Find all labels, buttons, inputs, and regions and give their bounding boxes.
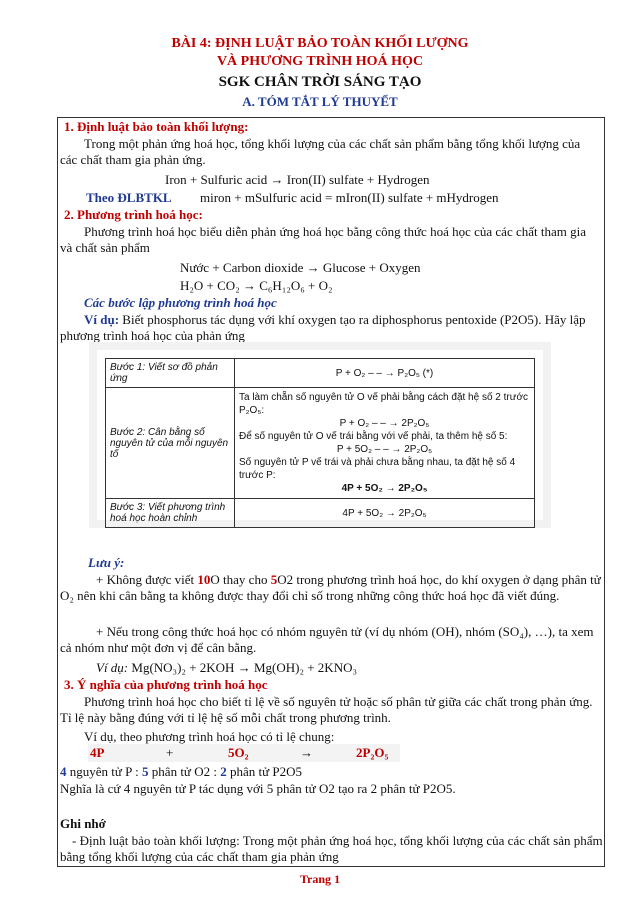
example-label: Ví dụ: [84,312,120,327]
step-2-line-6: 4P + 5O₂ → 2P₂O₅ [341,483,428,494]
ratio-text-2: phân tử O2 : [148,764,217,779]
ratio-text-1: nguyên tử P : [66,764,139,779]
step-3-row [106,499,535,528]
step-2-row [106,388,535,499]
steps-table [105,358,535,528]
remember-heading: Ghi nhớ [60,816,106,831]
step-2-content [235,388,535,499]
s3-text: Phương trình hoá học cho biết tỉ lệ về số nguyên tử hoặc số phân tử giữa các chất trong phản ứng. Tỉ lệ này bằng đúng với tỉ lệ hệ số mỗi chất trong phương trình. [60,694,593,725]
note-1-red-10: 10 [197,572,211,587]
ratio-plus: + [166,745,174,760]
s2-text: Phương trình hoá học biểu diễn phản ứng hoá học bằng công thức hoá học của các chất tham gia và chất sản phẩm [60,224,586,255]
ratio-2p2o5: 2P₂O₅ [356,745,389,760]
note-1-part-c: O2 trong phương trình hoá học, do khí oxygen ở dạng phân tử O₂ nên khi cân bằng ta không được thay đổi chỉ số trong những công thức hoá học đã viết đúng. [60,572,601,603]
s2-eq-formula: H₂O + CO₂ → C₆H₁₂O₆ + O₂ [180,278,333,293]
note-1-red-5: 5 [270,572,278,587]
step-3-label: Bước 3: Viết phương trình hoá học hoàn chỉnh [106,499,235,528]
step-1-content: P + O₂ – – → P₂O₅ (*) [235,359,535,388]
step-2-line-4: P + 5O₂ – – → 2P₂O₅ [336,444,433,455]
ratio-text-3: phân tử P2O5 [226,764,303,779]
example-paragraph [60,312,600,344]
steps-figure [97,350,543,524]
step-2-line-5: Số nguyên tử P vế trái và phải chưa bằng nhau, ta đặt hệ số 4 trước P: [239,457,516,481]
s2-eq-words: Nước + Carbon dioxide → Glucose + Oxygen [180,260,421,275]
note-1-part-a: + Không được viết [96,572,198,587]
step-3-content: 4P + 5O₂ → 2P₂O₅ [235,499,535,528]
step-2-line-1: Ta làm chẵn số nguyên tử O vế phải bằng cách đặt hệ số 2 trước P₂O₅: [239,392,528,416]
s1-heading: 1. Định luật bảo toàn khối lượng: [64,119,249,134]
note-2: + Nếu trong công thức hoá học có nhóm nguyên tử (ví dụ nhóm (OH), nhóm (SO₄), …), ta xem cả nhóm như một đơn vị để cân bằng. [60,624,594,655]
note-example-eq: Mg(NO₃)₂ + 2KOH → Mg(OH)₂ + 2KNO₃ [131,660,357,675]
page-footer [0,872,640,887]
ratio-num-4: 4 [60,764,67,779]
note-example-label: Ví dụ: [96,660,129,675]
s3-meaning: Nghĩa là cứ 4 nguyên tử P tác dụng với 5 phân tử O2 tạo ra 2 phân tử P2O5. [60,781,456,796]
steps-heading: Các bước lập phương trình hoá học [84,295,277,310]
s1-equation: Iron + Sulfuric acid → Iron(II) sulfate + Hydrogen [165,172,430,187]
note-1 [60,572,604,604]
ratio-num-2: 2 [220,764,227,779]
ratio-equation [88,744,400,762]
ratio-line [60,764,302,780]
ratio-4p: 4P [90,745,105,760]
example-text: Biết phosphorus tác dụng với khí oxygen tạo ra diphosphorus pentoxide (P2O5). Hãy lập phương trình hoá học của phản ứng [60,312,586,343]
s1-text: Trong một phản ứng hoá học, tổng khối lượng của các chất sản phẩm bằng tổng khối lượng của các chất tham gia phản ứng. [60,136,581,167]
section-a-title: A. TÓM TẮT LÝ THUYẾT [242,94,398,109]
ratio-5o2: 5O₂ [228,745,249,760]
dlbtkl-label: Theo ĐLBTKL [86,190,172,205]
title-line-1: BÀI 4: ĐỊNH LUẬT BẢO TOÀN KHỐI LƯỢNG [171,36,469,51]
s3-example: Ví dụ, theo phương trình hoá học có tỉ lệ chung: [84,729,335,744]
step-2-line-2: P + O₂ – – → 2P₂O₅ [339,418,430,429]
footer-label: Trang [299,872,332,886]
step-1-label: Bước 1: Viết sơ đồ phản ứng [106,359,235,388]
note-heading: Lưu ý: [88,555,125,570]
note-1-part-b: O thay cho [210,572,271,587]
s3-heading: 3. Ý nghĩa của phương trình hoá học [64,677,268,692]
title-line-3: SGK CHÂN TRỜI SÁNG TẠO [218,74,422,90]
step-2-line-3: Để số nguyên tử O vế trái bằng với vế phải, ta thêm hệ số 5: [239,431,508,442]
ratio-num-5: 5 [142,764,149,779]
page-number: 1 [334,872,341,886]
step-2-label: Bước 2: Cân bằng số nguyên tử của mỗi nguyên tố [106,388,235,499]
note-example [96,660,357,676]
dlbtkl-equation: miron + mSulfuric acid = mIron(II) sulfate + mHydrogen [200,190,499,205]
step-1-row [106,359,535,388]
s2-heading: 2. Phương trình hoá học: [64,207,203,222]
title-line-2: VÀ PHƯƠNG TRÌNH HOÁ HỌC [216,54,424,69]
ratio-arrow: → [300,745,313,760]
remember-text: - Định luật bảo toàn khối lượng: Trong một phản ứng hoá học, tổng khối lượng của các chất sản phẩm bằng tổng khối lượng của các chất tham gia phản ứng [60,833,603,864]
